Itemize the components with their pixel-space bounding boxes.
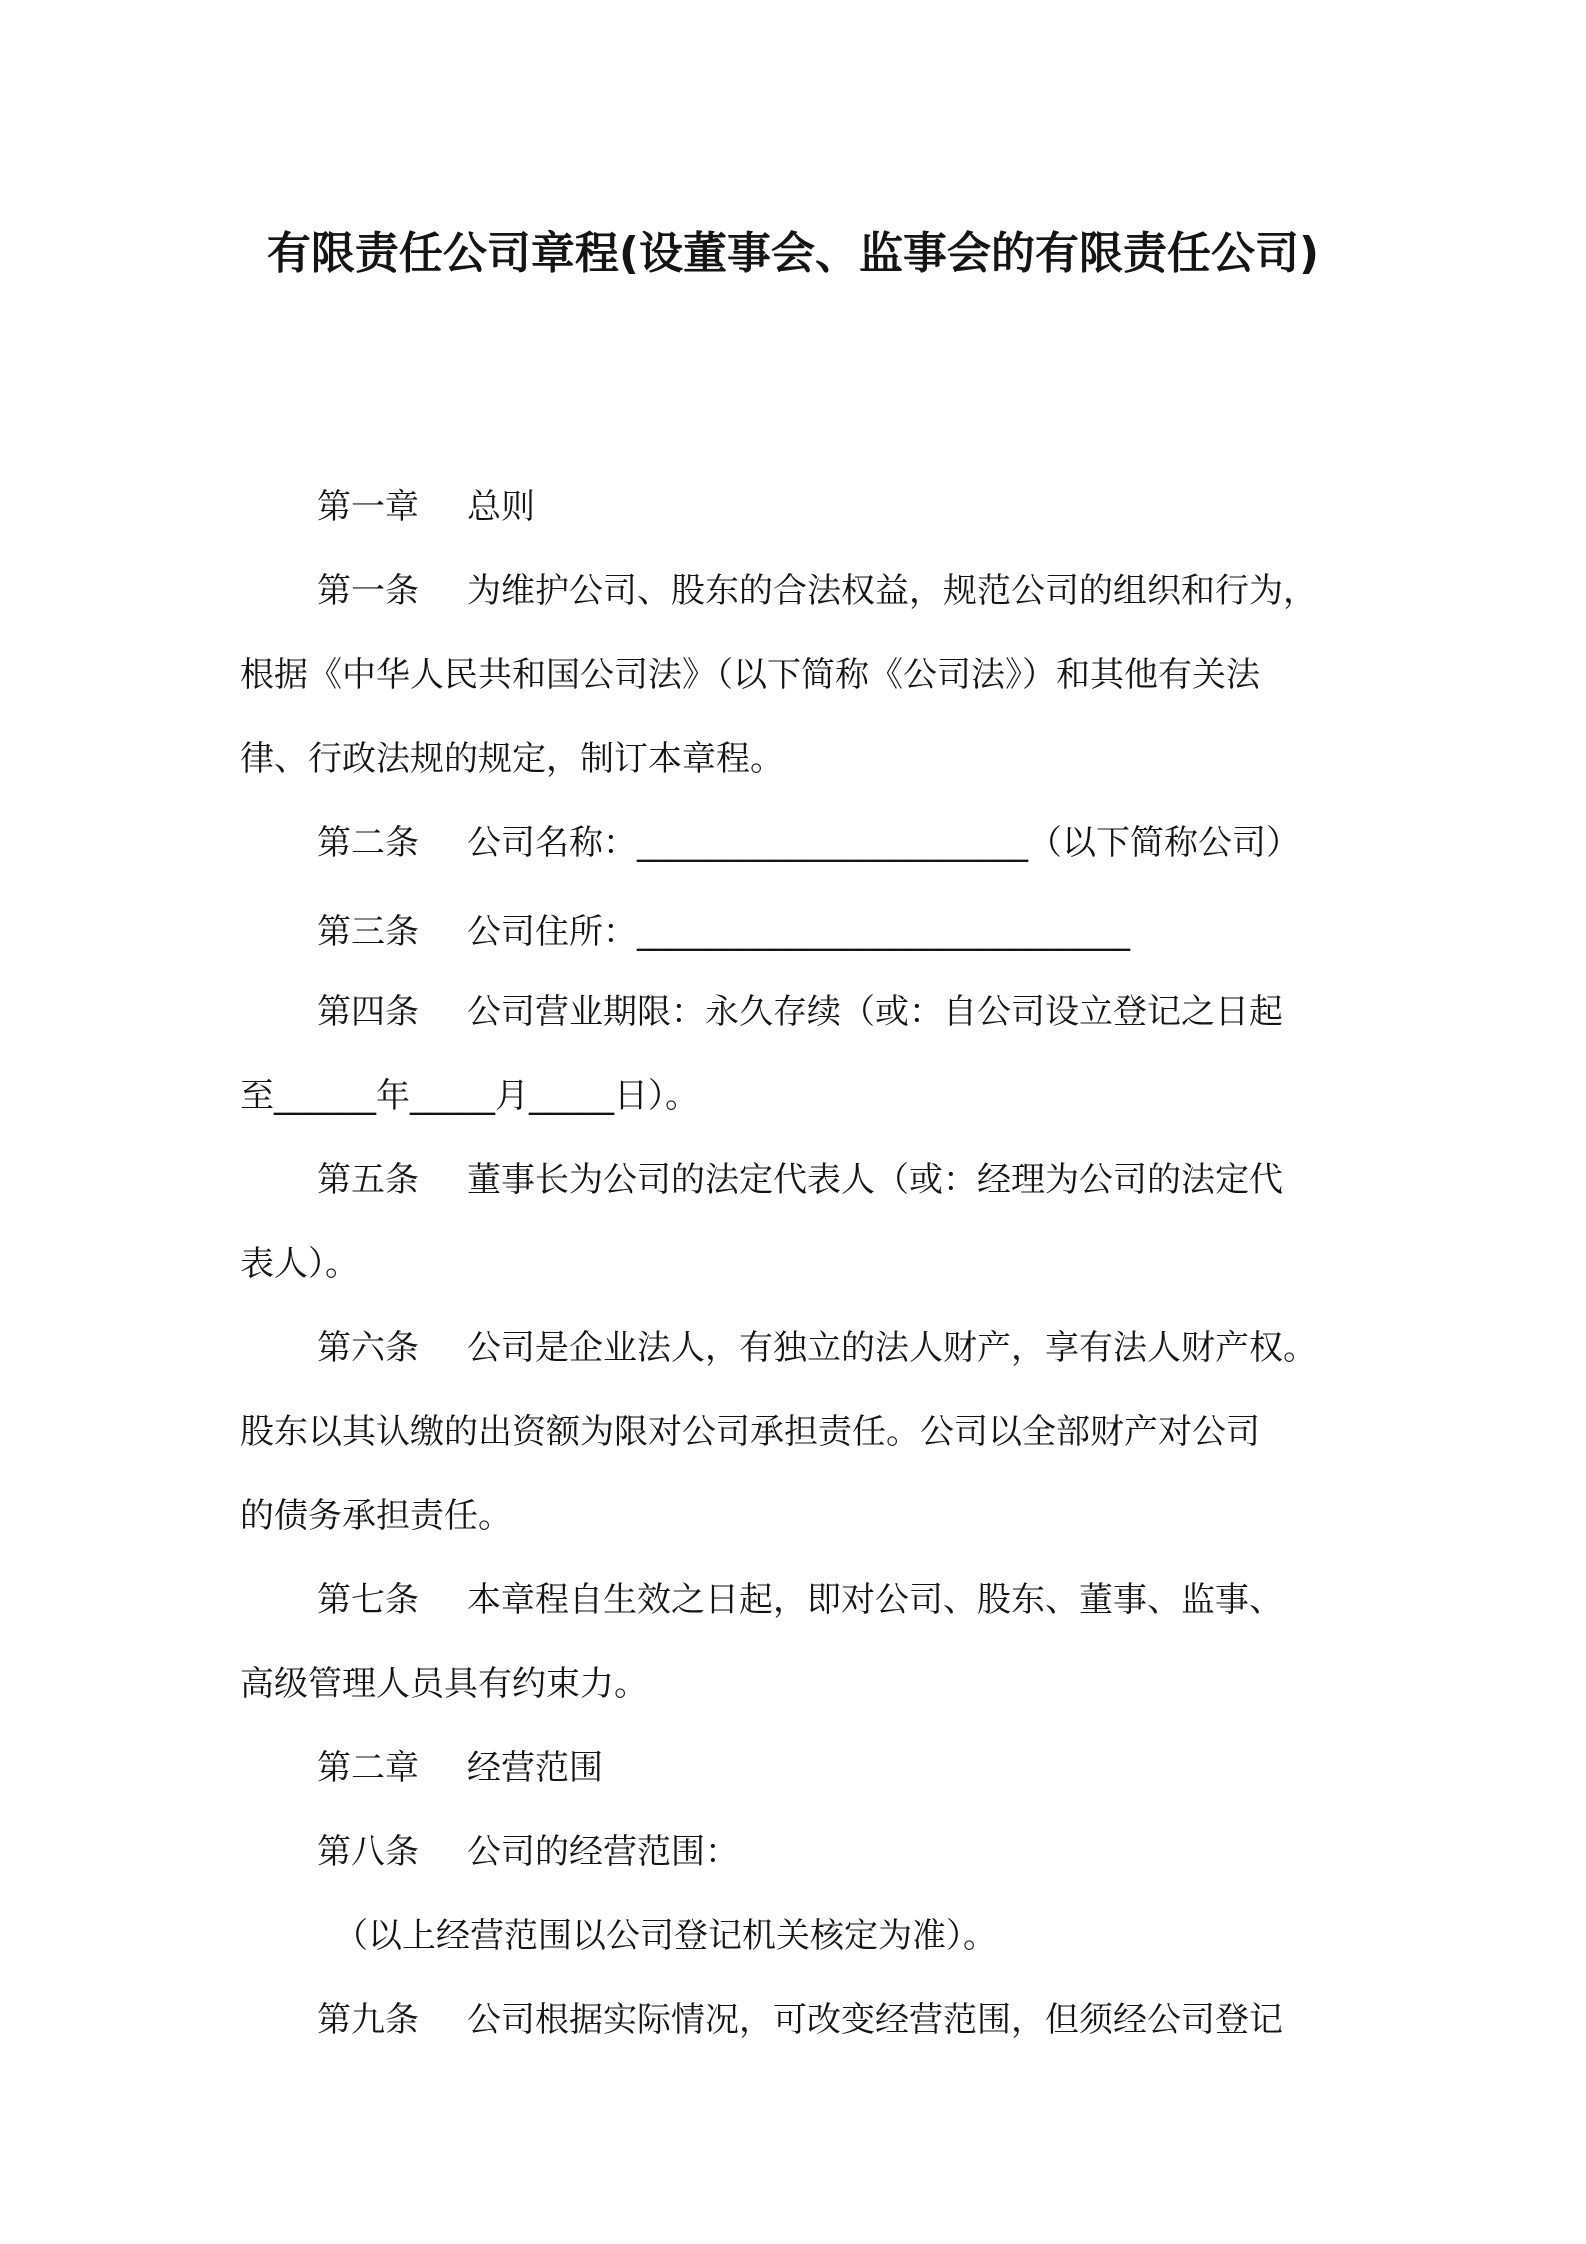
article-text: 公司营业期限：永久存续（或：自公司设立登记之日起 [467, 992, 1283, 1032]
chapter-number: 第二章 [317, 1748, 419, 1788]
article-7-line-1 [317, 1578, 1283, 1622]
article-number: 第二条 [317, 823, 419, 863]
article-5-line-1 [317, 1158, 1283, 1202]
company-address-blank: 公司住所：_____________________________ [467, 912, 1130, 952]
article-1-line-1 [317, 569, 1317, 613]
article-8-note: （以上经营范围以公司登记机关核定为准）。 [334, 1916, 997, 1956]
article-text: 本章程自生效之日起，即对公司、股东、董事、监事、 [467, 1580, 1283, 1620]
article-number: 第一条 [317, 571, 419, 611]
article-4-line-1 [317, 990, 1283, 1034]
article-1-line-3: 律、行政法规的规定，制订本章程。 [240, 739, 784, 779]
chapter-number: 第一章 [317, 487, 419, 527]
article-number: 第七条 [317, 1580, 419, 1620]
article-text: 公司的经营范围： [467, 1832, 739, 1872]
article-9-line-1 [317, 1998, 1283, 2042]
chapter-1-heading [317, 485, 535, 529]
article-6-line-3: 的债务承担责任。 [240, 1496, 512, 1536]
chapter-2-heading [317, 1746, 603, 1790]
article-2 [317, 821, 1300, 865]
article-1-line-2: 根据《中华人民共和国公司法》（以下简称《公司法》）和其他有关法 [240, 655, 1260, 695]
article-6-line-2: 股东以其认缴的出资额为限对公司承担责任。公司以全部财产对公司 [240, 1412, 1260, 1452]
article-7-line-2: 高级管理人员具有约束力。 [240, 1664, 648, 1704]
article-text: 公司根据实际情况，可改变经营范围，但须经公司登记 [467, 2000, 1283, 2040]
article-number: 第六条 [317, 1328, 419, 1368]
article-number: 第九条 [317, 2000, 419, 2040]
article-text: 公司是企业法人，有独立的法人财产，享有法人财产权。 [467, 1328, 1317, 1368]
article-3 [317, 910, 1130, 954]
document-title: 有限责任公司章程(设董事会、监事会的有限责任公司) [266, 228, 1320, 279]
article-4-line-2: 至______年_____月_____日）。 [240, 1076, 699, 1116]
article-text: 董事长为公司的法定代表人（或：经理为公司的法定代 [467, 1160, 1283, 1200]
article-number: 第四条 [317, 992, 419, 1032]
article-number: 第五条 [317, 1160, 419, 1200]
article-text: 为维护公司、股东的合法权益，规范公司的组织和行为， [467, 571, 1317, 611]
article-number: 第八条 [317, 1832, 419, 1872]
chapter-title: 经营范围 [467, 1748, 603, 1788]
article-8 [317, 1830, 739, 1874]
chapter-title: 总则 [467, 487, 535, 527]
company-name-blank: 公司名称：_______________________（以下简称公司） [467, 823, 1300, 863]
article-number: 第三条 [317, 912, 419, 952]
article-6-line-1 [317, 1326, 1317, 1370]
article-5-line-2: 表人）。 [240, 1244, 359, 1284]
